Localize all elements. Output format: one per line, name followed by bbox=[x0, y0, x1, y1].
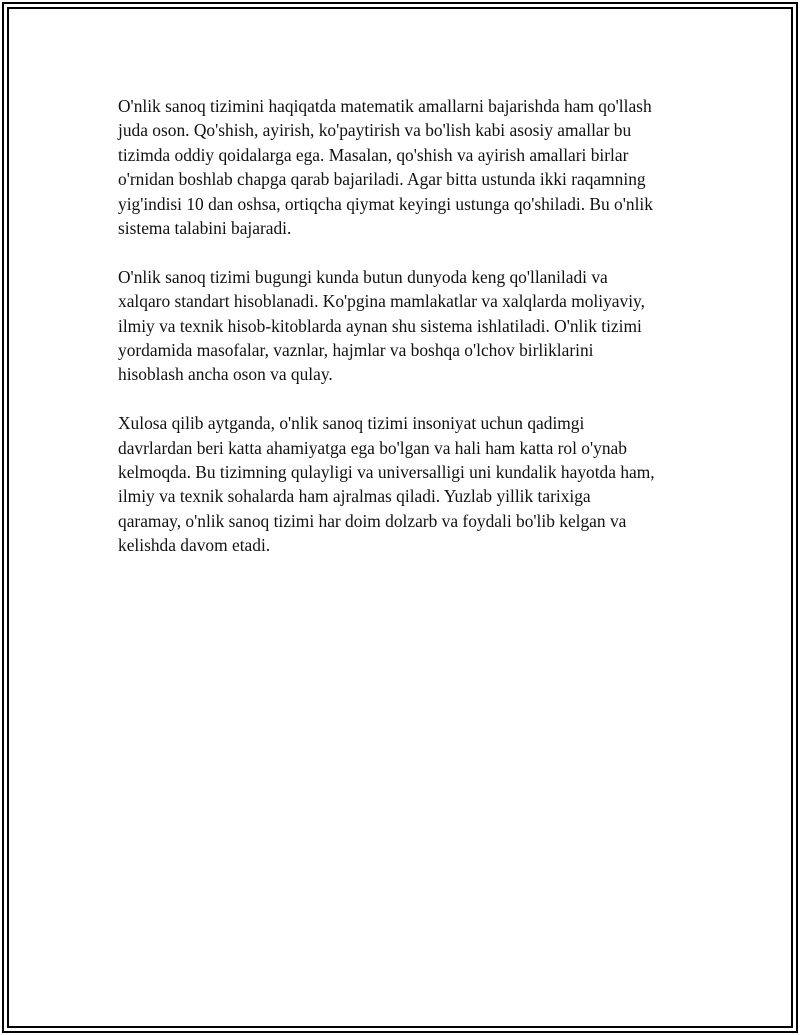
text-line: hisoblash ancha oson va qulay. bbox=[118, 364, 333, 385]
text-line: sistema talabini bajaradi. bbox=[118, 218, 292, 239]
text-line: o'rnidan boshlab chapga qarab bajariladi. Agar bitta ustunda ikki raqamning bbox=[118, 169, 646, 190]
paragraph-3 bbox=[118, 411, 698, 557]
text-line: kelmoqda. Bu tizimning qulayligi va universalligi uni kundalik hayotda ham, bbox=[118, 462, 655, 483]
paragraph-1 bbox=[118, 94, 698, 240]
text-line: juda oson. Qo'shish, ayirish, ko'paytirish va bo'lish kabi asosiy amallar bu bbox=[118, 120, 632, 141]
text-line: qaramay, o'nlik sanoq tizimi har doim dolzarb va foydali bo'lib kelgan va bbox=[118, 510, 627, 531]
paragraph-2 bbox=[118, 265, 698, 387]
text-line: yig'indisi 10 dan oshsa, ortiqcha qiymat keyingi ustunga qo'shiladi. Bu o'nlik bbox=[118, 193, 653, 214]
text-line: ilmiy va texnik sohalarda ham ajralmas qiladi. Yuzlab yillik tarixiga bbox=[118, 486, 591, 507]
text-line: yordamida masofalar, vaznlar, hajmlar va boshqa o'lchov birliklarini bbox=[118, 340, 594, 361]
text-line: O'nlik sanoq tizimi bugungi kunda butun dunyoda keng qo'llaniladi va bbox=[118, 266, 608, 287]
text-line: davrlardan beri katta ahamiyatga ega bo'lgan va hali ham katta rol o'ynab bbox=[118, 437, 627, 458]
text-line: tizimda oddiy qoidalarga ega. Masalan, qo'shish va ayirish amallari birlar bbox=[118, 144, 629, 165]
text-line: kelishda davom etadi. bbox=[118, 535, 271, 556]
text-line: xalqaro standart hisoblanadi. Ko'pgina mamlakatlar va xalqlarda moliyaviy, bbox=[118, 291, 645, 312]
text-line: Xulosa qilib aytganda, o'nlik sanoq tizimi insoniyat uchun qadimgi bbox=[118, 413, 585, 434]
document-body bbox=[118, 94, 698, 582]
text-line: O'nlik sanoq tizimini haqiqatda matematik amallarni bajarishda ham qo'llash bbox=[118, 96, 652, 116]
text-line: ilmiy va texnik hisob-kitoblarda aynan shu sistema ishlatiladi. O'nlik tizimi bbox=[118, 315, 642, 336]
